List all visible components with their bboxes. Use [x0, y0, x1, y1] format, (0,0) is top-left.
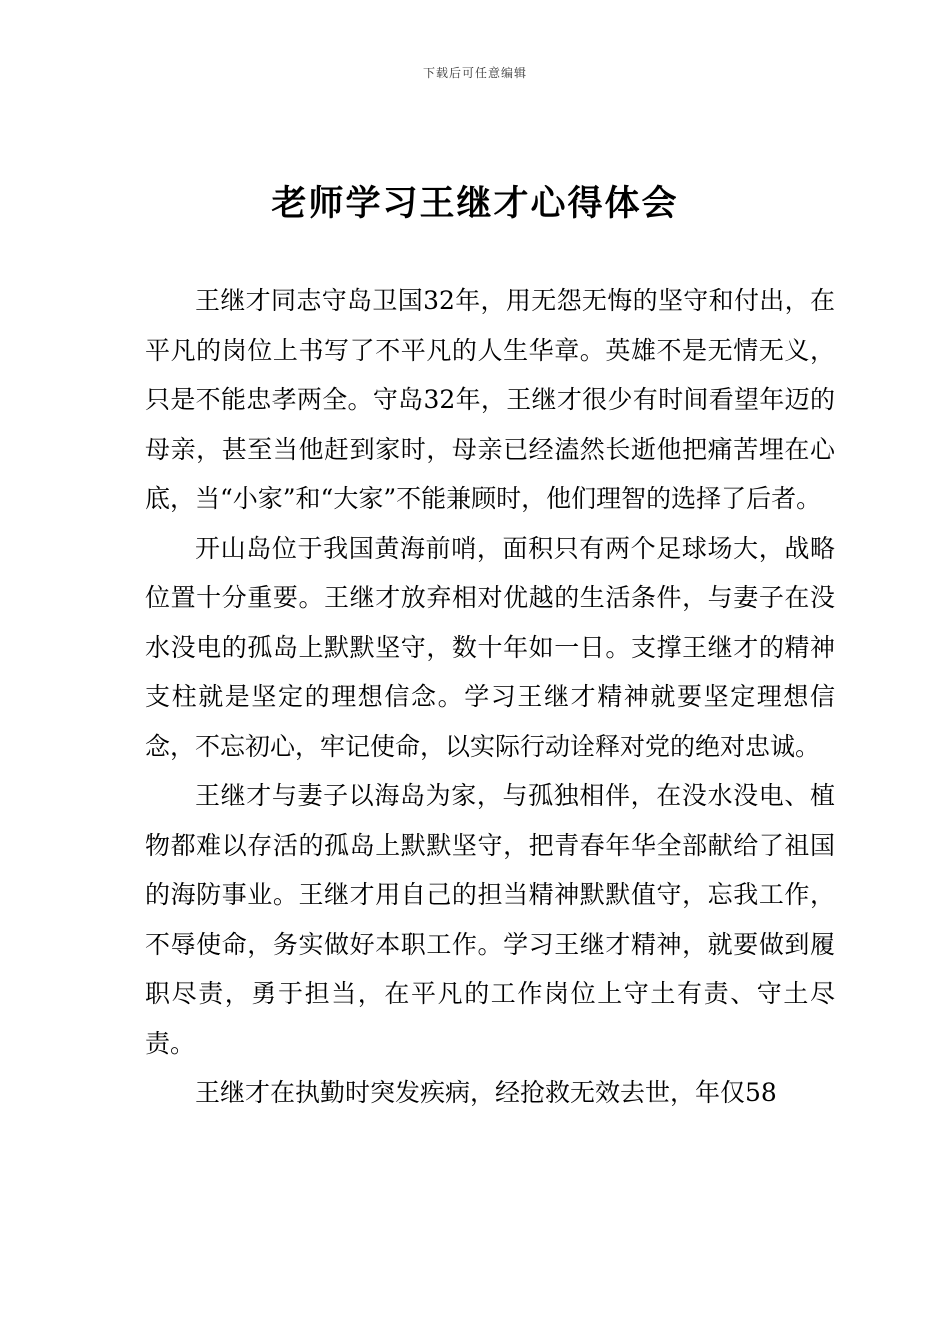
header-note: 下载后可任意编辑: [422, 66, 527, 80]
paragraph-2: 开山岛位于我国黄海前哨，面积只有两个足球场大，战略位置十分重要。王继才放弃相对优越的生活条件，与妻子在没水没电的孤岛上默默坚守，数十年如一日。支撑王继才的精神支柱就是坚定的理想信念。学习王继才精神就要坚定理想信念，不忘初心，牢记使命，以实际行动诠释对党的绝对忠诚。: [145, 533, 835, 761]
document-title: 老师学习王继才心得体会: [271, 184, 679, 224]
paragraph-3: 王继才与妻子以海岛为家，与孤独相伴，在没水没电、植物都难以存活的孤岛上默默坚守，把青春年华全部献给了祖国的海防事业。王继才用自己的担当精神默默值守，忘我工作，不辱使命，务实做好本职工作。学习王继才精神，就要做到履职尽责，勇于担当，在平凡的工作岗位上守土有责、守土尽责。: [145, 781, 835, 1058]
paragraph-4: 王继才在执勤时突发疾病，经抢救无效去世，年仅58: [195, 1078, 777, 1107]
document-body: [145, 276, 835, 1118]
paragraph-1: 王继才同志守岛卫国32年，用无怨无悔的坚守和付出，在平凡的岗位上书写了不平凡的人生华章。英雄不是无情无义，只是不能忠孝两全。守岛32年，王继才很少有时间看望年迈的母亲，甚至当他赶到家时，母亲已经溘然长逝他把痛苦埋在心底，当“小家”和“大家”不能兼顾时，他们理智的选择了后者。: [145, 286, 835, 513]
